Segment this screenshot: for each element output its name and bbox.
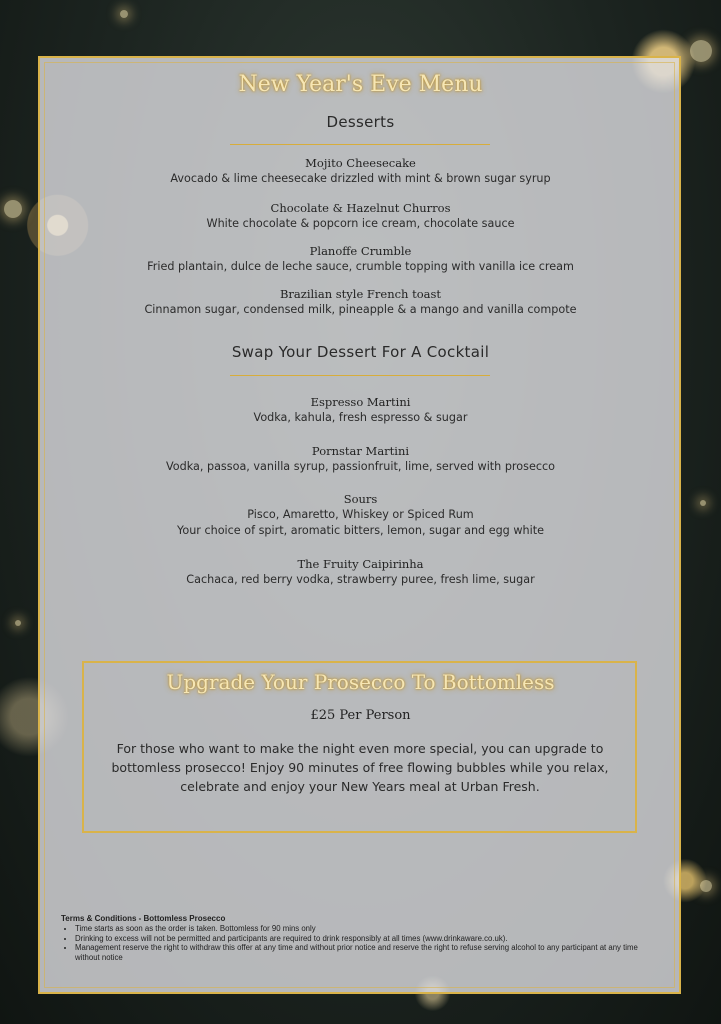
cocktail-name: Sours [343, 492, 378, 506]
cocktail-desc: Vodka, passoa, vanilla syrup, passionfruit, lime, served with prosecco [166, 460, 555, 473]
terms-item: • Management reserve the right to withdraw this offer at any time and without prior notice and reserve the right to refuse serving alcohol to any participant at any time without notice [75, 943, 651, 962]
cocktail-name: The Fruity Caipirinha [297, 557, 424, 571]
cocktail-item [40, 556, 681, 588]
dessert-name: Brazilian style French toast [279, 287, 442, 301]
dessert-item [40, 155, 681, 187]
light-bokeh [690, 40, 712, 62]
cocktail-desc: Cachaca, red berry vodka, strawberry puree, fresh lime, sugar [186, 573, 535, 586]
cocktails-divider [230, 375, 490, 376]
cocktail-name: Espresso Martini [310, 395, 411, 409]
light-bokeh [700, 880, 712, 892]
cocktail-desc: Pisco, Amaretto, Whiskey or Spiced Rum [247, 508, 474, 521]
promo-title: Upgrade Your Prosecco To Bottomless [166, 670, 555, 694]
dessert-item [40, 243, 681, 275]
cocktail-name: Pornstar Martini [311, 444, 410, 458]
terms-item: • Drinking to excess will not be permitted and participants are required to drink responsibly at all times (www.drinkaware.co.uk). [75, 934, 651, 944]
dessert-item [40, 200, 681, 232]
terms-list [61, 924, 651, 962]
dessert-desc: White chocolate & popcorn ice cream, chocolate sauce [206, 217, 515, 230]
dessert-item [40, 286, 681, 318]
dessert-desc: Avocado & lime cheesecake drizzled with mint & brown sugar syrup [170, 172, 551, 185]
cocktail-desc-2: Your choice of spirt, aromatic bitters, lemon, sugar and egg white [177, 524, 544, 537]
desserts-heading: Desserts [326, 113, 395, 131]
menu-title: New Year's Eve Menu [238, 72, 483, 97]
promo-text: For those who want to make the night even more special, you can upgrade to bottomless prosecco! Enjoy 90 minutes of free flowing bubbles while you relax, celebrate and enjoy your New Years meal at Urban Fresh. [111, 741, 609, 794]
terms-title: Terms & Conditions - Bottomless Prosecco [61, 914, 226, 923]
light-bokeh [4, 200, 22, 218]
desserts-divider [230, 144, 490, 145]
dessert-desc: Fried plantain, dulce de leche sauce, crumble topping with vanilla ice cream [147, 260, 574, 273]
dessert-desc: Cinnamon sugar, condensed milk, pineapple & a mango and vanilla compote [144, 303, 577, 316]
terms-section [61, 913, 651, 962]
terms-item: • Time starts as soon as the order is taken. Bottomless for 90 mins only [75, 924, 651, 934]
light-bokeh [120, 10, 128, 18]
dessert-name: Chocolate & Hazelnut Churros [270, 201, 451, 215]
cocktail-item [40, 443, 681, 475]
promo-price: £25 Per Person [310, 708, 411, 723]
light-bokeh [700, 500, 706, 506]
dessert-name: Planoffe Crumble [309, 244, 412, 258]
cocktails-heading: Swap Your Dessert For A Cocktail [231, 343, 490, 361]
dessert-name: Mojito Cheesecake [305, 156, 416, 170]
light-bokeh [15, 620, 21, 626]
cocktail-item [40, 491, 681, 539]
cocktail-desc: Vodka, kahula, fresh espresso & sugar [253, 411, 468, 424]
cocktail-item [40, 394, 681, 426]
